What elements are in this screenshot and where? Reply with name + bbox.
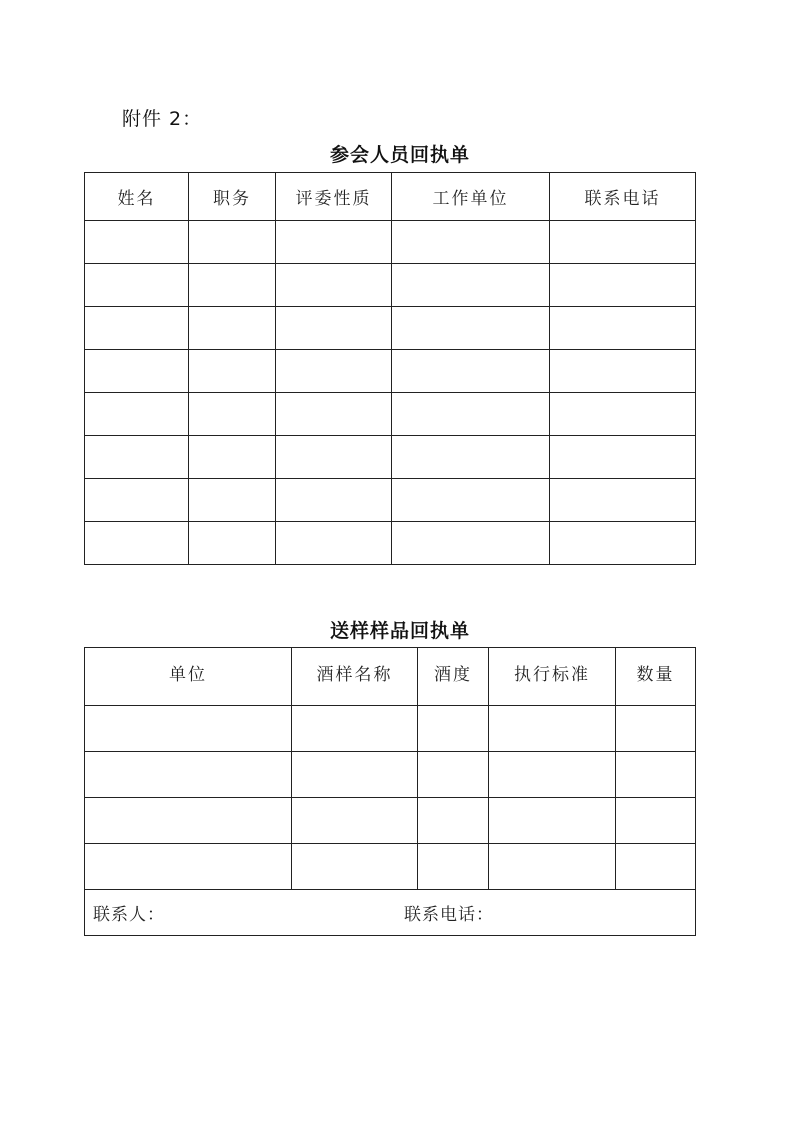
table-row [85, 393, 696, 436]
sample-table [84, 647, 696, 936]
column-header-quantity: 数量 [616, 648, 696, 706]
table-cell[interactable] [85, 844, 292, 890]
table-cell[interactable] [550, 522, 696, 565]
table-row [85, 307, 696, 350]
column-header-position: 职务 [189, 173, 276, 221]
table-cell[interactable] [85, 479, 189, 522]
table-cell[interactable] [85, 436, 189, 479]
column-header-phone: 联系电话 [550, 173, 696, 221]
table-cell[interactable] [189, 307, 276, 350]
attendee-table [84, 172, 696, 565]
table-cell[interactable] [616, 706, 696, 752]
table-cell[interactable] [85, 706, 292, 752]
column-header-sample-name: 酒样名称 [292, 648, 418, 706]
column-header-judge-type: 评委性质 [276, 173, 392, 221]
table-cell[interactable] [85, 221, 189, 264]
table-cell[interactable] [392, 436, 550, 479]
column-header-work-unit: 工作单位 [392, 173, 550, 221]
contact-phone-label: 联系电话： [404, 905, 494, 925]
table-cell[interactable] [616, 844, 696, 890]
attendee-form-title: 参会人员回执单 [329, 144, 470, 166]
contact-cell[interactable] [85, 890, 696, 936]
table-cell[interactable] [85, 752, 292, 798]
table-cell[interactable] [276, 522, 392, 565]
table-cell[interactable] [550, 221, 696, 264]
table-row [85, 436, 696, 479]
table-cell[interactable] [392, 264, 550, 307]
table-cell[interactable] [189, 522, 276, 565]
table-cell[interactable] [418, 752, 489, 798]
table-cell[interactable] [189, 393, 276, 436]
table-row [85, 350, 696, 393]
column-header-name: 姓名 [85, 173, 189, 221]
table-row [85, 264, 696, 307]
table-cell[interactable] [276, 350, 392, 393]
table-cell[interactable] [550, 436, 696, 479]
table-cell[interactable] [489, 706, 616, 752]
table-row [85, 706, 696, 752]
table-cell[interactable] [392, 522, 550, 565]
table-cell[interactable] [550, 307, 696, 350]
column-header-unit: 单位 [85, 648, 292, 706]
table-cell[interactable] [550, 393, 696, 436]
table-cell[interactable] [276, 436, 392, 479]
table-cell[interactable] [189, 479, 276, 522]
table-cell[interactable] [276, 393, 392, 436]
table-row [85, 798, 696, 844]
table-cell[interactable] [292, 844, 418, 890]
table-row [85, 221, 696, 264]
column-header-alcohol-degree: 酒度 [418, 648, 489, 706]
table-cell[interactable] [85, 393, 189, 436]
table-cell[interactable] [85, 264, 189, 307]
table-cell[interactable] [489, 752, 616, 798]
table-cell[interactable] [292, 752, 418, 798]
sample-form-title: 送样样品回执单 [329, 620, 470, 642]
table-cell[interactable] [418, 706, 489, 752]
table-cell[interactable] [392, 221, 550, 264]
table-cell[interactable] [276, 221, 392, 264]
table-cell[interactable] [616, 798, 696, 844]
table-cell[interactable] [85, 798, 292, 844]
table-cell[interactable] [276, 264, 392, 307]
contact-person-label: 联系人： [93, 905, 165, 925]
table-cell[interactable] [392, 479, 550, 522]
table-cell[interactable] [189, 264, 276, 307]
table-cell[interactable] [489, 844, 616, 890]
table-cell[interactable] [189, 436, 276, 479]
table-cell[interactable] [292, 706, 418, 752]
table-row [85, 844, 696, 890]
table-cell[interactable] [550, 479, 696, 522]
table-cell[interactable] [292, 798, 418, 844]
table-cell[interactable] [85, 307, 189, 350]
table-cell[interactable] [392, 350, 550, 393]
table-cell[interactable] [85, 522, 189, 565]
table-cell[interactable] [392, 307, 550, 350]
table-cell[interactable] [418, 844, 489, 890]
table-row [85, 522, 696, 565]
table-cell[interactable] [85, 350, 189, 393]
table-cell[interactable] [550, 264, 696, 307]
table-cell[interactable] [392, 393, 550, 436]
table-cell[interactable] [276, 479, 392, 522]
annex-label: 附件 2： [122, 108, 203, 130]
table-cell[interactable] [616, 752, 696, 798]
table-cell[interactable] [550, 350, 696, 393]
sample-table-header [85, 648, 696, 706]
attendee-table-header [85, 173, 696, 221]
contact-row [85, 890, 696, 936]
table-cell[interactable] [276, 307, 392, 350]
column-header-standard: 执行标准 [489, 648, 616, 706]
table-cell[interactable] [189, 350, 276, 393]
table-row [85, 479, 696, 522]
table-row [85, 752, 696, 798]
table-cell[interactable] [418, 798, 489, 844]
table-cell[interactable] [489, 798, 616, 844]
table-cell[interactable] [189, 221, 276, 264]
